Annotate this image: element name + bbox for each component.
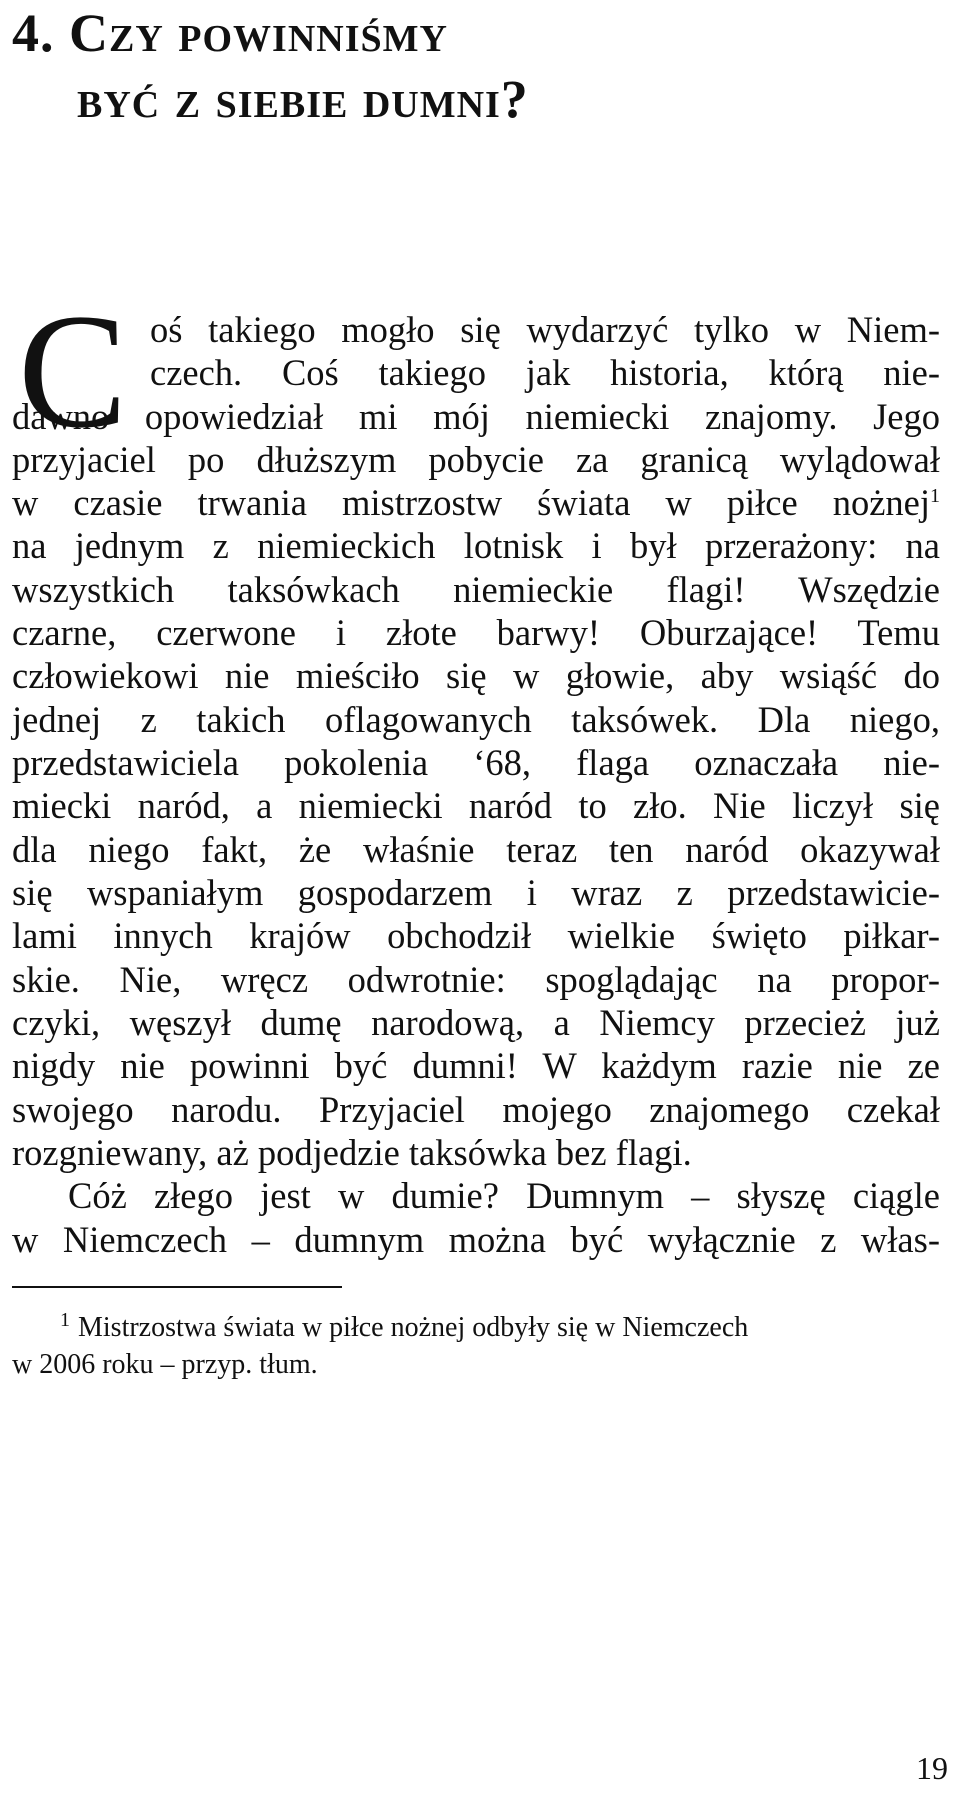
body-line: lami innych krajów obchodził wielkie święto piłkar- xyxy=(12,915,940,956)
body-line: rozgniewany, aż podjedzie taksówka bez flagi. xyxy=(12,1132,692,1173)
body-line: czyki, węszył dumę narodową, a Niemcy przecież już xyxy=(12,1002,940,1043)
body-line: na jednym z niemieckich lotnisk i był przerażony: na xyxy=(12,525,940,566)
body-line: przedstawiciela pokolenia ‘68, flaga oznaczała nie- xyxy=(12,742,940,783)
body-line-text: w czasie trwania mistrzostw świata w piłce nożnej xyxy=(12,482,930,523)
footnote-text: Mistrzostwa świata w piłce nożnej odbyły się w Niemczech xyxy=(78,1312,749,1343)
body-line: oś takiego mogło się wydarzyć tylko w Niem- xyxy=(150,309,940,350)
body-line: się wspaniałym gospodarzem i wraz z przedstawicie- xyxy=(12,872,940,913)
body-line: czech. Coś takiego jak historia, którą nie- xyxy=(150,352,940,393)
chapter-title xyxy=(12,0,529,132)
chapter-title-line-2: być z siebie dumni? xyxy=(77,69,529,129)
body-line: dawno opowiedział mi mój niemiecki znajomy. Jego xyxy=(12,396,940,437)
footnote-line: w 2006 roku – przyp. tłum. xyxy=(12,1349,318,1380)
body-line: nigdy nie powinni być dumni! W każdym razie nie ze xyxy=(12,1045,940,1086)
body-line xyxy=(12,483,940,523)
body-line: w Niemczech – dumnym można być wyłącznie z włas- xyxy=(12,1219,940,1260)
footnote-line xyxy=(60,1308,749,1344)
footnote-reference: 1 xyxy=(930,484,940,507)
body-line: swojego narodu. Przyjaciel mojego znajomego czekał xyxy=(12,1089,940,1130)
body-line: wszystkich taksówkach niemieckie flagi! Wszędzie xyxy=(12,569,940,610)
chapter-title-line-1: 4. Czy powinniśmy xyxy=(12,3,448,63)
footnote-divider xyxy=(12,1286,342,1288)
page-number: 19 xyxy=(916,1750,948,1786)
body-line: jednej z takich oflagowanych taksówek. Dla niego, xyxy=(12,699,940,740)
drop-cap: C xyxy=(18,281,128,462)
body-line: skie. Nie, wręcz odwrotnie: spoglądając na propor- xyxy=(12,959,940,1000)
body-line: człowiekowi nie mieściło się w głowie, aby wsiąść do xyxy=(12,655,940,696)
body-line: Cóż złego jest w dumie? Dumnym – słyszę ciągle xyxy=(68,1175,940,1216)
body-line: miecki naród, a niemiecki naród to zło. Nie liczył się xyxy=(12,785,940,826)
footnote-number: 1 xyxy=(60,1308,70,1331)
body-line: czarne, czerwone i złote barwy! Oburzające! Temu xyxy=(12,612,940,653)
body-line: dla niego fakt, że właśnie teraz ten naród okazywał xyxy=(12,829,940,870)
body-line: przyjaciel po dłuższym pobycie za granicą wylądował xyxy=(12,439,940,480)
